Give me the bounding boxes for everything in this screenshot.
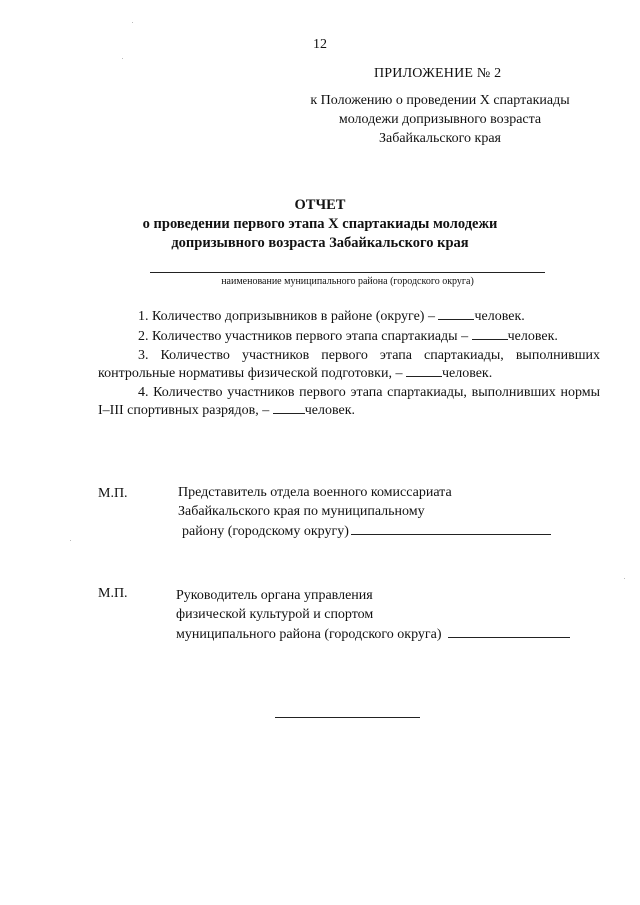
report-items <box>98 307 600 421</box>
report-item-text: 2. Количество участников первого этапа спартакиады – <box>138 329 472 344</box>
fill-in-blank <box>273 401 305 414</box>
signatory-title-text: району (городскому округу) <box>182 524 349 539</box>
signatory-title-line: физической культурой и спортом <box>176 607 374 622</box>
appendix-title: ПРИЛОЖЕНИЕ № 2 <box>374 66 502 81</box>
report-subtitle-line: о проведении первого этапа Х спартакиады молодежи <box>142 216 498 232</box>
scan-speck <box>132 22 133 23</box>
page-number: 12 <box>313 37 327 52</box>
appendix-reference-line: к Положению о проведении Х спартакиады <box>310 93 570 108</box>
report-subtitle-line: допризывного возраста Забайкальского края <box>171 235 469 251</box>
report-item-unit: человек. <box>474 309 525 324</box>
fill-in-blank <box>406 364 442 377</box>
fill-in-blank <box>438 307 474 320</box>
military-commissariat-signature-block <box>178 483 551 541</box>
signatory-title-line: Забайкальского края по муниципальному <box>178 504 425 519</box>
report-title: ОТЧЕТ <box>294 197 346 213</box>
appendix-reference-line: Забайкальского края <box>378 131 501 146</box>
report-item-unit: человек. <box>304 403 356 418</box>
sports-authority-signature-block <box>176 586 570 644</box>
document-end-line <box>275 717 420 718</box>
report-item-text: 3. Количество участников первого этапа спартакиады, выполнивших контрольные нормативы физической подготовки, – <box>98 348 600 381</box>
report-item <box>98 347 600 382</box>
signatory-title-line-with-signature <box>176 624 570 644</box>
signatory-title-line: Руководитель органа управления <box>176 588 373 603</box>
district-name-caption: наименование муниципального района (городского округа) <box>221 276 474 287</box>
report-item-text: 1. Количество допризывников в районе (округе) – <box>138 309 439 324</box>
report-item <box>98 327 600 345</box>
report-item-unit: человек. <box>507 329 558 344</box>
appendix-reference <box>290 91 590 148</box>
report-item-text: 4. Количество участников первого этапа спартакиады, выполнивших нормы I–III спортивных разрядов, – <box>98 385 600 418</box>
report-heading <box>0 196 640 253</box>
signature-line <box>448 624 570 638</box>
report-item <box>98 307 600 325</box>
stamp-place-label: М.П. <box>98 486 128 501</box>
report-item-unit: человек. <box>441 366 493 381</box>
scan-speck <box>624 578 625 579</box>
signature-line <box>351 521 551 535</box>
appendix-reference-line: молодежи допризывного возраста <box>338 112 542 127</box>
scan-speck <box>122 58 123 59</box>
report-item <box>98 384 600 419</box>
scan-speck <box>70 540 71 541</box>
district-name-line <box>150 272 545 273</box>
signatory-title-line: Представитель отдела военного комиссариата <box>178 485 452 500</box>
stamp-place-label: М.П. <box>98 586 128 601</box>
signatory-title-text: муниципального района (городского округа) <box>176 627 442 642</box>
fill-in-blank <box>472 327 508 340</box>
signatory-title-line-with-signature <box>178 521 551 541</box>
